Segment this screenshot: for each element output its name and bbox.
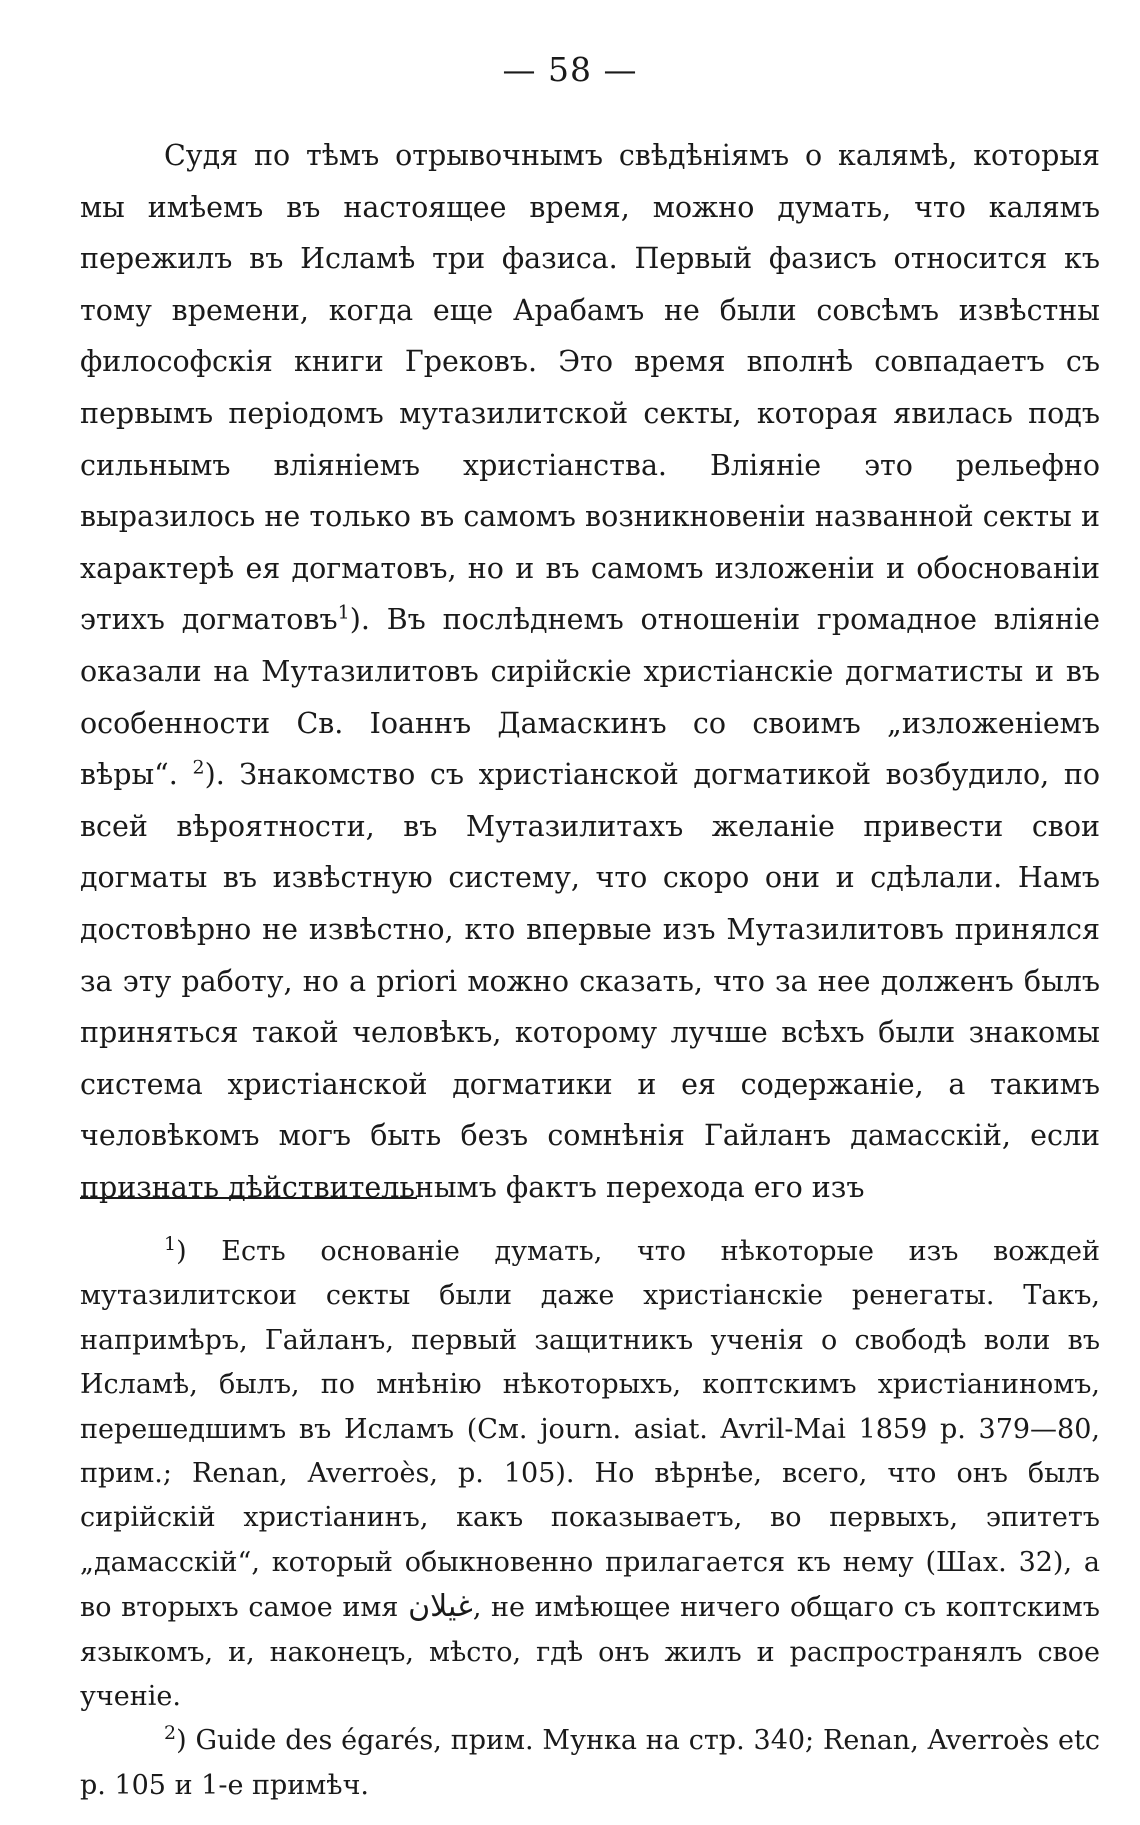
footnote-1-text-a: ) Есть основаніе думать, что нѣкоторые изъ вождей мутазилитскои секты были даже христіанскіе ренегаты. Такъ, напримѣръ, Гайланъ, первый защитникъ ученія о свободѣ воли въ Исламѣ, былъ, по мнѣнію нѣкоторыхъ, коптскимъ христіаниномъ, перешедшимъ въ Исламъ (См. journ. asiat. Avril-Mai 1859 р. 379—80, прим.; Renan, Averroès, р. 105). Но вѣрнѣе, всего, что онъ былъ сирійскій христіанинъ, какъ показываетъ, во первыхъ, эпитетъ „дамасскій“, который обыкновенно прилагается къ нему (Шах. 32), а во вторыхъ самое имя <box>80 1236 1100 1624</box>
footnote-divider <box>80 1197 417 1199</box>
footnote-2 <box>80 1719 1100 1808</box>
footnote-1-text-b: , не имѣющее ничего общаго съ коптскимъ языкомъ, и, наконецъ, мѣсто, гдѣ онъ жилъ и распространялъ свое ученіе. <box>80 1592 1100 1713</box>
arabic-name: غيلان <box>408 1589 473 1625</box>
body-text-part-1: Судя по тѣмъ отрывочнымъ свѣдѣніямъ о калямѣ, которыя мы имѣемъ въ настоящее время, можно думать, что калямъ пережилъ въ Исламѣ три фазиса. Первый фазисъ относится къ тому времени, когда еще Арабамъ не были совсѣмъ извѣстны философскія книги Грековъ. Это время вполнѣ совпадаетъ съ первымъ періодомъ мутазилитской секты, которая явилась подъ сильнымъ вліяніемъ христіанства. Вліяніе это рельефно выразилось не только въ самомъ возникновеніи названной секты и характерѣ ея догматовъ, но и въ самомъ изложеніи и обоснованіи этихъ догматовъ <box>80 139 1100 637</box>
footnote-2-text: ) Guide des égarés, прим. Мунка на стр. 340; Renan, Averroès etc р. 105 и 1-е примѣч. <box>80 1725 1100 1801</box>
footnote-ref-1: 1 <box>337 601 350 624</box>
body-text-part-3: ). Знакомство съ христіанской догматикой возбудило, по всей вѣроятности, въ Мутазилитахъ желаніе привести свои догматы въ извѣстную систему, что скоро они и сдѣлали. Намъ достовѣрно не извѣстно, кто впервые изъ Мутазилитовъ принялся за эту работу, но a priori можно сказать, что за нее долженъ былъ приняться такой человѣкъ, которому лучше всѣхъ были знакомы система христіанской догматики и ея содержаніе, а такимъ человѣкомъ могъ быть безъ сомнѣнія Гайланъ дамасскій, если признать дѣйствительнымъ фактъ перехода его изъ <box>80 758 1100 1204</box>
body-text-part-2: ). Въ послѣднемъ отношеніи громадное вліяніе оказали на Мутазилитовъ сирійскіе христіанскіе догматисты и въ особенности Св. Іоаннъ Дамаскинъ со своимъ „изложеніемъ вѣры“. <box>80 603 1101 792</box>
footnote-1-marker: 1 <box>164 1233 177 1255</box>
page-number: — 58 — <box>502 50 638 89</box>
footnote-2-marker: 2 <box>164 1722 177 1745</box>
footnotes <box>80 1230 1100 1808</box>
footnote-ref-2: 2 <box>192 756 205 779</box>
body-paragraph <box>80 130 1100 1213</box>
footnote-1 <box>80 1230 1100 1719</box>
